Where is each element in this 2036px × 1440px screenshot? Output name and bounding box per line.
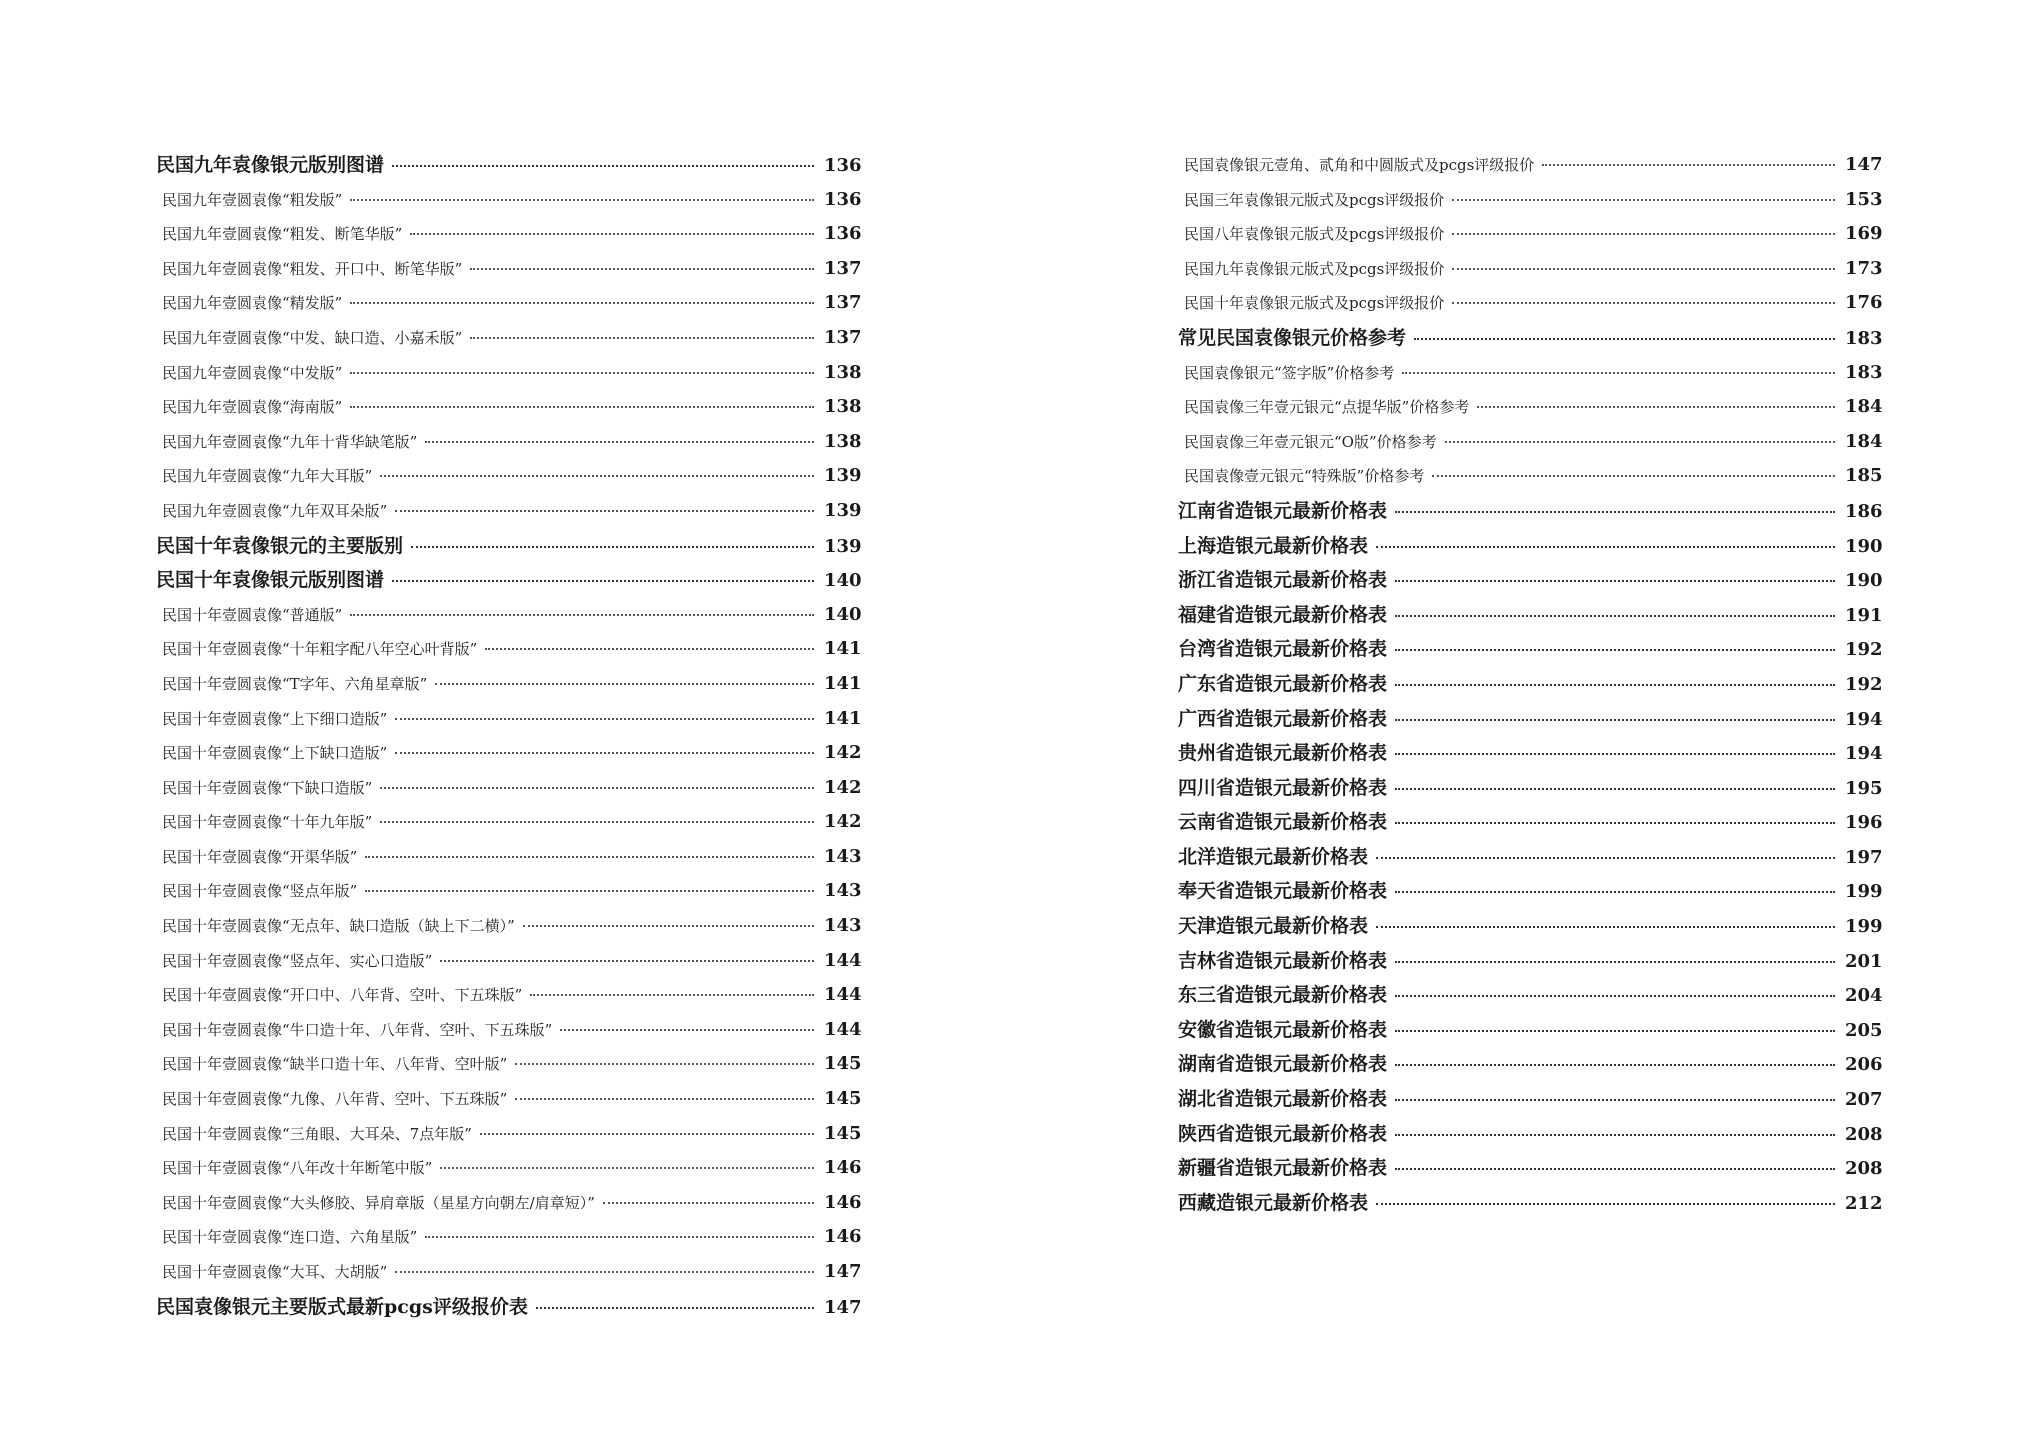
toc-entry-title: 福建省造银元最新价格表 xyxy=(1178,603,1388,626)
toc-entry-title: 民国十年壹圆袁像“开口中、八年背、空叶、下五珠版” xyxy=(162,986,523,1005)
toc-subentry[interactable] xyxy=(156,1255,860,1290)
toc-entry-title: 民国九年壹圆袁像“精发版” xyxy=(162,294,343,313)
toc-entry-title: 民国袁像银元壹角、贰角和中圆版式及pcgs评级报价 xyxy=(1184,156,1535,174)
toc-entry-title: 民国十年壹圆袁像“竖点年、实心口造版” xyxy=(162,951,433,970)
toc-section-entry[interactable] xyxy=(1178,702,1881,737)
toc-subentry[interactable] xyxy=(156,978,860,1013)
toc-page-number: 143 xyxy=(824,845,862,867)
toc-entry-title: 民国十年壹圆袁像“缺半口造十年、八年背、空叶版” xyxy=(162,1055,508,1074)
toc-section-entry[interactable] xyxy=(1178,771,1881,806)
dot-leader xyxy=(425,441,814,443)
toc-page-number: 186 xyxy=(1845,500,1883,522)
toc-entry-title: 民国八年袁像银元版式及pcgs评级报价 xyxy=(1184,225,1445,244)
dot-leader xyxy=(350,199,814,201)
toc-page-number: 212 xyxy=(1845,1192,1883,1214)
toc-page-number: 141 xyxy=(824,672,862,694)
toc-page-number: 140 xyxy=(824,603,862,625)
toc-page-number: 138 xyxy=(824,430,862,452)
toc-subentry[interactable] xyxy=(156,874,860,909)
toc-page-number: 142 xyxy=(824,742,862,764)
toc-page-number: 144 xyxy=(824,984,862,1006)
toc-section-entry[interactable] xyxy=(1178,736,1881,771)
dot-leader xyxy=(411,546,814,548)
toc-page-number: 137 xyxy=(824,292,862,314)
toc-subentry[interactable] xyxy=(156,771,860,806)
dot-leader xyxy=(523,925,814,927)
dot-leader xyxy=(380,475,814,477)
dot-leader xyxy=(1395,615,1835,617)
toc-entry-title: 广东省造银元最新价格表 xyxy=(1178,672,1388,695)
dot-leader xyxy=(395,1271,814,1273)
dot-leader xyxy=(1445,441,1835,443)
dot-leader xyxy=(530,994,814,996)
toc-page-number: 143 xyxy=(824,880,862,902)
toc-entry-title: 民国九年袁像银元版式及pcgs评级报价 xyxy=(1184,259,1445,278)
toc-page-number: 190 xyxy=(1845,535,1883,557)
toc-entry-title: 贵州省造银元最新价格表 xyxy=(1178,742,1388,765)
toc-entry-title: 奉天省造银元最新价格表 xyxy=(1178,880,1388,903)
toc-page-number: 191 xyxy=(1845,604,1883,626)
toc-page-number: 184 xyxy=(1845,396,1883,418)
dot-leader xyxy=(515,1063,814,1065)
toc-page-number: 147 xyxy=(824,1296,862,1318)
dot-leader xyxy=(515,1098,814,1100)
toc-entry-title: 东三省造银元最新价格表 xyxy=(1178,984,1388,1007)
dot-leader xyxy=(395,718,814,720)
toc-entry-title: 湖北省造银元最新价格表 xyxy=(1178,1088,1388,1111)
toc-entry-title: 上海造银元最新价格表 xyxy=(1178,534,1369,557)
toc-page-number: 138 xyxy=(824,361,862,383)
toc-entry-title: 民国十年壹圆袁像“大头修胶、异肩章版（星星方向朝左/肩章短）” xyxy=(162,1193,595,1212)
toc-entry-title: 民国袁像壹元银元“特殊版”价格参考 xyxy=(1184,467,1425,486)
toc-page-number: 169 xyxy=(1845,223,1883,245)
dot-leader xyxy=(1395,891,1835,893)
toc-section-entry[interactable] xyxy=(1178,1047,1881,1082)
toc-subentry[interactable] xyxy=(156,494,860,529)
dot-leader xyxy=(1452,268,1835,270)
dot-leader xyxy=(1452,199,1835,201)
dot-leader xyxy=(1395,684,1835,686)
toc-entry-title: 民国十年袁像银元版式及pcgs评级报价 xyxy=(1184,294,1445,313)
toc-subentry[interactable] xyxy=(156,1047,860,1082)
toc-entry-title: 天津造银元最新价格表 xyxy=(1178,915,1369,938)
toc-page-number: 201 xyxy=(1845,950,1883,972)
toc-page-number: 145 xyxy=(824,1053,862,1075)
toc-entry-title: 民国十年壹圆袁像“普通版” xyxy=(162,605,343,624)
toc-entry-title: 民国十年壹圆袁像“三角眼、大耳朵、7点年版” xyxy=(162,1124,472,1143)
toc-section-entry[interactable] xyxy=(1178,529,1881,564)
dot-leader xyxy=(1376,926,1835,928)
toc-subentry[interactable] xyxy=(1178,356,1881,391)
toc-page-number: 139 xyxy=(824,499,862,521)
toc-subentry[interactable] xyxy=(156,909,860,944)
toc-entry-title: 民国十年壹圆袁像“八年改十年断笔中版” xyxy=(162,1159,433,1178)
toc-subentry[interactable] xyxy=(156,667,860,702)
toc-section-entry[interactable] xyxy=(156,1290,860,1325)
toc-page-number: 199 xyxy=(1845,916,1883,938)
toc-page-number: 146 xyxy=(824,1226,862,1248)
dot-leader xyxy=(1376,1203,1835,1205)
toc-section-entry[interactable] xyxy=(1178,874,1881,909)
toc-page-number: 142 xyxy=(824,811,862,833)
dot-leader xyxy=(380,787,814,789)
toc-entry-title: 民国十年壹圆袁像“T字年、六角星章版” xyxy=(162,674,428,693)
toc-section-entry[interactable] xyxy=(1178,1013,1881,1048)
toc-entry-title: 安徽省造银元最新价格表 xyxy=(1178,1018,1388,1041)
toc-entry-title: 民国九年壹圆袁像“海南版” xyxy=(162,398,343,417)
dot-leader xyxy=(365,856,814,858)
toc-page-number: 194 xyxy=(1845,708,1883,730)
toc-entry-title: 民国十年壹圆袁像“开渠华版” xyxy=(162,847,358,866)
toc-entry-title: 民国十年壹圆袁像“竖点年版” xyxy=(162,882,358,901)
toc-subentry[interactable] xyxy=(156,805,860,840)
toc-page-number: 140 xyxy=(824,570,862,592)
dot-leader xyxy=(1395,1134,1835,1136)
toc-page-number: 144 xyxy=(824,1018,862,1040)
toc-page-number: 147 xyxy=(1845,154,1883,175)
toc-section-entry[interactable] xyxy=(1178,1186,1881,1221)
toc-subentry[interactable] xyxy=(1178,390,1881,425)
dot-leader xyxy=(1395,753,1835,755)
dot-leader xyxy=(1395,1099,1835,1101)
toc-section-entry[interactable] xyxy=(1178,978,1881,1013)
toc-entry-title: 民国十年袁像银元的主要版别 xyxy=(156,534,404,557)
toc-entry-title: 民国九年壹圆袁像“中发、缺口造、小嘉禾版” xyxy=(162,328,463,347)
toc-entry-title: 江南省造银元最新价格表 xyxy=(1178,499,1388,522)
toc-section-entry[interactable] xyxy=(156,563,860,598)
toc-page-number: 145 xyxy=(824,1088,862,1110)
toc-entry-title: 吉林省造银元最新价格表 xyxy=(1178,949,1388,972)
toc-entry-title: 北洋造银元最新价格表 xyxy=(1178,845,1369,868)
toc-subentry[interactable] xyxy=(156,1082,860,1117)
toc-subentry[interactable] xyxy=(1178,252,1881,287)
toc-page-number: 195 xyxy=(1845,777,1883,799)
toc-entry-title: 民国十年壹圆袁像“下缺口造版” xyxy=(162,778,373,797)
dot-leader xyxy=(1395,719,1835,721)
toc-entry-title: 民国十年壹圆袁像“无点年、缺口造版（缺上下二横）” xyxy=(162,917,515,936)
toc-section-entry[interactable] xyxy=(1178,494,1881,529)
dot-leader xyxy=(1395,788,1835,790)
toc-subentry[interactable] xyxy=(156,598,860,633)
toc-page-number: 185 xyxy=(1845,465,1883,487)
toc-page-number: 145 xyxy=(824,1122,862,1144)
toc-entry-title: 民国九年壹圆袁像“九年十背华缺笔版” xyxy=(162,432,418,451)
dot-leader xyxy=(440,960,814,962)
toc-page-number: 197 xyxy=(1845,846,1883,868)
dot-leader xyxy=(350,614,814,616)
dot-leader xyxy=(536,1307,814,1309)
dot-leader xyxy=(1395,995,1835,997)
toc-subentry[interactable] xyxy=(156,736,860,771)
toc-page-number: 208 xyxy=(1845,1158,1883,1180)
dot-leader xyxy=(1395,1064,1835,1066)
toc-entry-title: 民国十年壹圆袁像“上下缺口造版” xyxy=(162,744,388,763)
toc-entry-title: 台湾省造银元最新价格表 xyxy=(1178,638,1388,661)
toc-entry-title: 民国九年袁像银元版别图谱 xyxy=(156,154,385,176)
toc-section-entry[interactable] xyxy=(1178,805,1881,840)
dot-leader xyxy=(410,233,814,235)
toc-page-number: 192 xyxy=(1845,673,1883,695)
toc-page-number: 137 xyxy=(824,257,862,279)
dot-leader xyxy=(560,1029,814,1031)
toc-page-number: 204 xyxy=(1845,985,1883,1007)
toc-section-entry[interactable] xyxy=(1178,1151,1881,1186)
toc-entry-title: 民国三年袁像银元版式及pcgs评级报价 xyxy=(1184,190,1445,209)
toc-entry-title: 湖南省造银元最新价格表 xyxy=(1178,1053,1388,1076)
dot-leader xyxy=(1395,822,1835,824)
toc-page-number: 183 xyxy=(1845,361,1883,383)
dot-leader xyxy=(350,372,814,374)
toc-section-entry[interactable] xyxy=(1178,840,1881,875)
toc-left-column xyxy=(156,148,860,1324)
toc-entry-title: 常见民国袁像银元价格参考 xyxy=(1178,326,1407,349)
toc-page-number: 141 xyxy=(824,638,862,660)
toc-entry-title: 新疆省造银元最新价格表 xyxy=(1178,1157,1388,1180)
toc-section-entry[interactable] xyxy=(156,529,860,564)
dot-leader xyxy=(1452,302,1835,304)
dot-leader xyxy=(1395,1168,1835,1170)
toc-page-number: 153 xyxy=(1845,188,1883,210)
toc-entry-title: 西藏造银元最新价格表 xyxy=(1178,1191,1369,1214)
dot-leader xyxy=(1376,857,1835,859)
toc-page-number: 141 xyxy=(824,707,862,729)
toc-entry-title: 民国九年壹圆袁像“粗发版” xyxy=(162,190,343,209)
toc-subentry[interactable] xyxy=(156,944,860,979)
dot-leader xyxy=(1432,475,1835,477)
dot-leader xyxy=(1402,372,1835,374)
toc-subentry[interactable] xyxy=(156,425,860,460)
toc-entry-title: 民国十年壹圆袁像“牛口造十年、八年背、空叶、下五珠版” xyxy=(162,1020,553,1039)
dot-leader xyxy=(480,1133,814,1135)
toc-page-number: 136 xyxy=(824,223,862,245)
toc-entry-title: 民国九年壹圆袁像“粗发、断笔华版” xyxy=(162,225,403,244)
toc-entry-title: 陕西省造银元最新价格表 xyxy=(1178,1122,1388,1145)
toc-page-number: 183 xyxy=(1845,327,1883,349)
toc-subentry[interactable] xyxy=(156,1117,860,1152)
toc-page-number: 147 xyxy=(824,1261,862,1282)
toc-section-entry[interactable] xyxy=(1178,1082,1881,1117)
toc-section-entry[interactable] xyxy=(1178,667,1881,702)
toc-section-entry[interactable] xyxy=(1178,598,1881,633)
toc-subentry[interactable] xyxy=(156,183,860,218)
toc-subentry[interactable] xyxy=(1178,286,1881,321)
toc-entry-title: 民国袁像银元“签字版”价格参考 xyxy=(1184,363,1395,382)
toc-page-number: 137 xyxy=(824,326,862,348)
toc-page-number: 146 xyxy=(824,1191,862,1213)
dot-leader xyxy=(440,1167,814,1169)
dot-leader xyxy=(365,890,814,892)
toc-page-number: 205 xyxy=(1845,1019,1883,1041)
dot-leader xyxy=(485,648,814,650)
toc-subentry[interactable] xyxy=(1178,425,1881,460)
dot-leader xyxy=(392,580,814,582)
toc-page-number: 173 xyxy=(1845,257,1883,279)
toc-entry-title: 民国十年壹圆袁像“九像、八年背、空叶、下五珠版” xyxy=(162,1090,508,1109)
toc-entry-title: 民国九年壹圆袁像“粗发、开口中、断笔华版” xyxy=(162,259,463,278)
dot-leader xyxy=(395,752,814,754)
dot-leader xyxy=(395,510,814,512)
dot-leader xyxy=(435,683,814,685)
toc-page-number: 136 xyxy=(824,188,862,210)
toc-page-number: 146 xyxy=(824,1157,862,1179)
toc-subentry[interactable] xyxy=(156,1220,860,1255)
toc-entry-title: 民国九年壹圆袁像“九年双耳朵版” xyxy=(162,501,388,520)
dot-leader xyxy=(1395,511,1835,513)
toc-page-number: 136 xyxy=(824,155,862,176)
toc-entry-title: 民国十年壹圆袁像“十年粗字配八年空心叶背版” xyxy=(162,640,478,659)
dot-leader xyxy=(1395,961,1835,963)
toc-entry-title: 广西省造银元最新价格表 xyxy=(1178,707,1388,730)
toc-subentry[interactable] xyxy=(156,321,860,356)
toc-page-number: 190 xyxy=(1845,570,1883,592)
dot-leader xyxy=(380,821,814,823)
toc-entry-title: 民国十年袁像银元版别图谱 xyxy=(156,569,385,592)
toc-entry-title: 民国九年壹圆袁像“九年大耳版” xyxy=(162,467,373,486)
toc-entry-title: 民国袁像三年壹元银元“点提华版”价格参考 xyxy=(1184,398,1470,417)
toc-page-number: 139 xyxy=(824,535,862,557)
toc-subentry[interactable] xyxy=(156,459,860,494)
toc-right-column xyxy=(1178,148,1881,1220)
dot-leader xyxy=(1395,580,1835,582)
dot-leader xyxy=(1395,649,1835,651)
toc-subentry[interactable] xyxy=(156,1013,860,1048)
toc-section-entry[interactable] xyxy=(1178,632,1881,667)
toc-page-number: 199 xyxy=(1845,881,1883,903)
toc-section-entry[interactable] xyxy=(1178,563,1881,598)
toc-page-number: 196 xyxy=(1845,812,1883,834)
toc-section-entry[interactable] xyxy=(1178,1117,1881,1152)
dot-leader xyxy=(350,406,814,408)
toc-page-number: 192 xyxy=(1845,639,1883,661)
toc-section-entry[interactable] xyxy=(156,148,860,183)
dot-leader xyxy=(470,268,814,270)
toc-subentry[interactable] xyxy=(156,632,860,667)
toc-subentry[interactable] xyxy=(156,702,860,737)
toc-page-number: 207 xyxy=(1845,1089,1883,1111)
dot-leader xyxy=(603,1202,814,1204)
toc-entry-title: 四川省造银元最新价格表 xyxy=(1178,776,1388,799)
toc-subentry[interactable] xyxy=(156,1151,860,1186)
toc-entry-title: 云南省造银元最新价格表 xyxy=(1178,811,1388,834)
dot-leader xyxy=(470,337,814,339)
toc-entry-title: 民国十年壹圆袁像“连口造、六角星版” xyxy=(162,1228,418,1247)
toc-subentry[interactable] xyxy=(156,840,860,875)
toc-subentry[interactable] xyxy=(1178,217,1881,252)
toc-subentry[interactable] xyxy=(156,356,860,391)
toc-section-entry[interactable] xyxy=(1178,909,1881,944)
toc-page-number: 176 xyxy=(1845,292,1883,314)
toc-subentry[interactable] xyxy=(156,1186,860,1221)
dot-leader xyxy=(350,302,814,304)
dot-leader xyxy=(1414,338,1835,340)
toc-subentry[interactable] xyxy=(1178,459,1881,494)
toc-page-number: 206 xyxy=(1845,1054,1883,1076)
toc-entry-title: 民国九年壹圆袁像“中发版” xyxy=(162,363,343,382)
toc-page-number: 194 xyxy=(1845,743,1883,765)
toc-section-entry[interactable] xyxy=(1178,944,1881,979)
toc-subentry[interactable] xyxy=(156,252,860,287)
toc-page-number: 143 xyxy=(824,915,862,937)
toc-entry-title: 民国袁像三年壹元银元“O版”价格参考 xyxy=(1184,432,1437,451)
toc-page-number: 184 xyxy=(1845,430,1883,452)
dot-leader xyxy=(392,165,814,167)
toc-page-number: 144 xyxy=(824,949,862,971)
dot-leader xyxy=(1477,406,1835,408)
dot-leader xyxy=(425,1236,814,1238)
toc-subentry[interactable] xyxy=(156,217,860,252)
toc-subentry[interactable] xyxy=(156,286,860,321)
toc-entry-title: 浙江省造银元最新价格表 xyxy=(1178,569,1388,592)
dot-leader xyxy=(1452,233,1835,235)
dot-leader xyxy=(1376,546,1835,548)
toc-entry-title: 民国袁像银元主要版式最新pcgs评级报价表 xyxy=(156,1295,528,1318)
toc-subentry[interactable] xyxy=(1178,148,1881,183)
toc-subentry[interactable] xyxy=(1178,183,1881,218)
toc-subentry[interactable] xyxy=(156,390,860,425)
toc-page-number: 139 xyxy=(824,465,862,487)
dot-leader xyxy=(1542,164,1835,166)
toc-page-number: 208 xyxy=(1845,1123,1883,1145)
toc-entry-title: 民国十年壹圆袁像“上下细口造版” xyxy=(162,709,388,728)
toc-entry-title: 民国十年壹圆袁像“十年九年版” xyxy=(162,813,373,832)
dot-leader xyxy=(1395,1030,1835,1032)
toc-entry-title: 民国十年壹圆袁像“大耳、大胡版” xyxy=(162,1263,388,1281)
toc-section-entry[interactable] xyxy=(1178,321,1881,356)
toc-page-number: 138 xyxy=(824,396,862,418)
toc-page-number: 142 xyxy=(824,776,862,798)
